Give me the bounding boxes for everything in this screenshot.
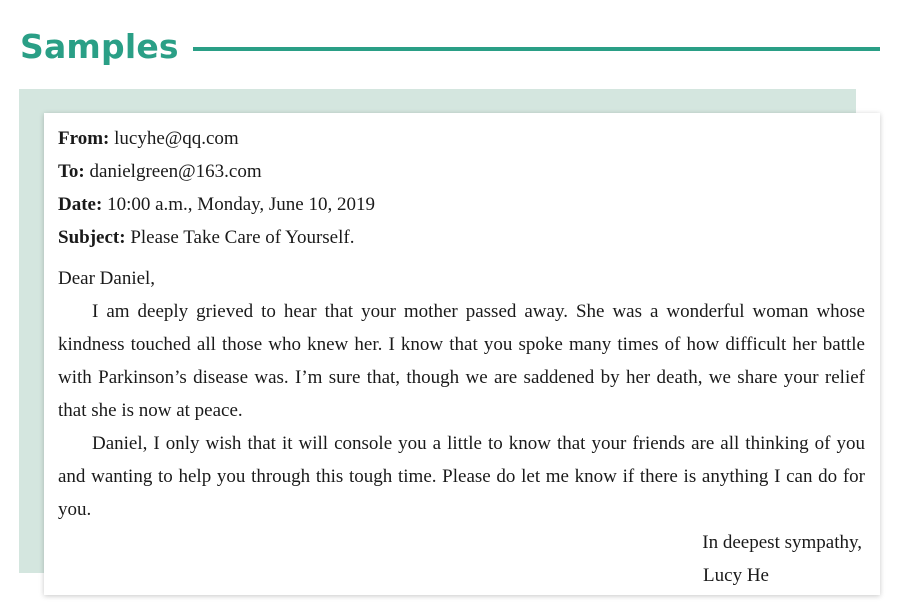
from-label: From: [58,128,115,149]
email-to-line [58,155,865,188]
email-subject-line [58,221,865,254]
subject-label: Subject: [58,227,131,248]
section-title: Samples [20,26,179,66]
subject-value: Please Take Care of Yourself. [130,227,355,248]
salutation: Dear Daniel, [58,268,156,289]
body-paragraph: Daniel, I only wish that it will console you a little to know that your friends are all thinking of you and wanting to help you through this tough time. Please do let me know if there is anything I can do for you. [58,433,865,520]
date-value: 10:00 a.m., Monday, June 10, 2019 [107,194,375,215]
date-label: Date: [58,194,108,215]
section-header [20,24,880,68]
from-value: lucyhe@qq.com [114,128,239,149]
to-value: danielgreen@163.com [89,161,262,182]
to-label: To: [58,161,90,182]
email-from-line [58,122,865,155]
email-card [44,113,880,595]
signature: Lucy He [703,565,769,586]
section-divider [193,47,880,51]
email-date-line [58,188,865,221]
closing: In deepest sympathy, [702,532,862,553]
body-paragraph: I am deeply grieved to hear that your mother passed away. She was a wonderful woman whose kindness touched all those who knew her. I know that you spoke many times of how difficult her battle with Parkinson’s disease was. I’m sure that, though we are saddened by her death, we share your relief that she is now at peace. [58,301,865,421]
